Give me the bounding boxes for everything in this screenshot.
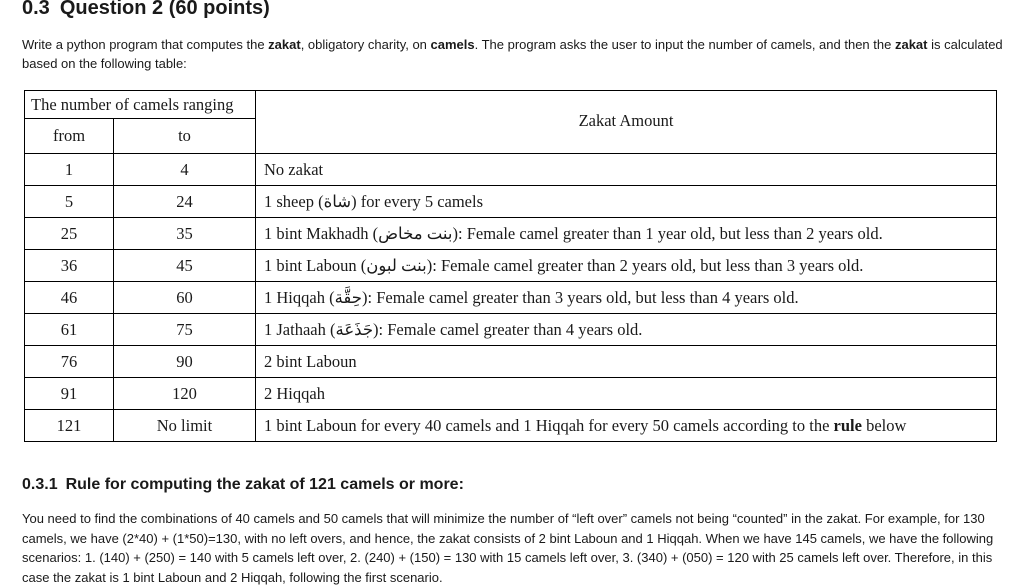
subsection-title: Rule for computing the zakat of 121 camels or more: [65,476,464,493]
cell-to: 75 [114,314,256,346]
section-heading [22,0,270,20]
intro-text: Write a python program that computes the [22,37,269,52]
section-number: 0.3 [22,0,50,19]
header-range: The number of camels ranging [25,91,256,119]
table-header-row [25,91,997,119]
cell-to: 90 [114,346,256,378]
header-to: to [114,119,256,154]
cell-amount: 1 bint Laboun (بنت لبون): Female camel greater than 2 years old, but less than 3 years old. [256,250,997,282]
cell-to: 24 [114,186,256,218]
header-zakat-amount: Zakat Amount [256,91,997,154]
amount-text: 1 bint Laboun for every 40 camels and 1 Hiqqah for every 50 camels according to the [264,415,834,435]
cell-from: 1 [25,154,114,186]
cell-amount: 1 Jathaah (جَذَعَة): Female camel greater than 4 years old. [256,314,997,346]
cell-amount: 1 Hiqqah (حِقَّة): Female camel greater than 3 years old, but less than 4 years old. [256,282,997,314]
cell-from: 5 [25,186,114,218]
table-row [25,346,997,378]
cell-to: 45 [114,250,256,282]
table-row [25,154,997,186]
cell-amount: 1 bint Makhadh (بنت مخاض): Female camel greater than 1 year old, but less than 2 years old. [256,218,997,250]
cell-from: 46 [25,282,114,314]
intro-text: . The program asks the user to input the number of camels, and then the [474,37,895,52]
cell-to: 120 [114,378,256,410]
cell-from: 36 [25,250,114,282]
subsection-heading [22,476,464,494]
table-row [25,218,997,250]
table-row [25,282,997,314]
cell-from: 91 [25,378,114,410]
intro-text: is calculated based on the following table: [22,37,1003,71]
cell-from: 76 [25,346,114,378]
cell-from: 25 [25,218,114,250]
intro-bold-camels: camels [430,37,475,52]
cell-to: 60 [114,282,256,314]
table-row [25,314,997,346]
table-row [25,378,997,410]
zakat-table [24,90,997,442]
table-row [25,250,997,282]
cell-amount [256,410,997,442]
amount-bold-rule: rule [833,415,862,435]
cell-amount: 1 sheep (شاة) for every 5 camels [256,186,997,218]
intro-bold-zakat: zakat [268,37,301,52]
cell-amount: 2 bint Laboun [256,346,997,378]
cell-to: 35 [114,218,256,250]
cell-amount: No zakat [256,154,997,186]
cell-from: 121 [25,410,114,442]
subsection-number: 0.3.1 [22,476,58,493]
intro-text: , obligatory charity, on [300,37,431,52]
cell-to: No limit [114,410,256,442]
amount-text: below [861,415,907,435]
cell-to: 4 [114,154,256,186]
table-row [25,186,997,218]
header-from: from [25,119,114,154]
rule-paragraph: You need to find the combinations of 40 camels and 50 camels that will minimize the number of “left over” camels not being “counted” in the zakat. For example, for 130 camels, we have (2*40) + (1*50)=130, with no left overs, and hence, the zakat consists of 2 bint Laboun and 1 Hiqqah. When we have 145 camels, we have the following scenarios: 1. (140) + (250) = 140 with 5 camels left over, 2. (240) + (150) = 130 with 15 camels left over, 3. (340) + (050) = 120 with 25 camels left over. Therefore, in this case the zakat is 1 bint Laboun and 2 Hiqqah, following the first scenario. [22,511,994,585]
cell-from: 61 [25,314,114,346]
section-title: Question 2 (60 points) [59,0,270,19]
table-row [25,410,997,442]
intro-paragraph [22,35,1007,73]
cell-amount: 2 Hiqqah [256,378,997,410]
intro-bold-zakat: zakat [894,37,928,52]
